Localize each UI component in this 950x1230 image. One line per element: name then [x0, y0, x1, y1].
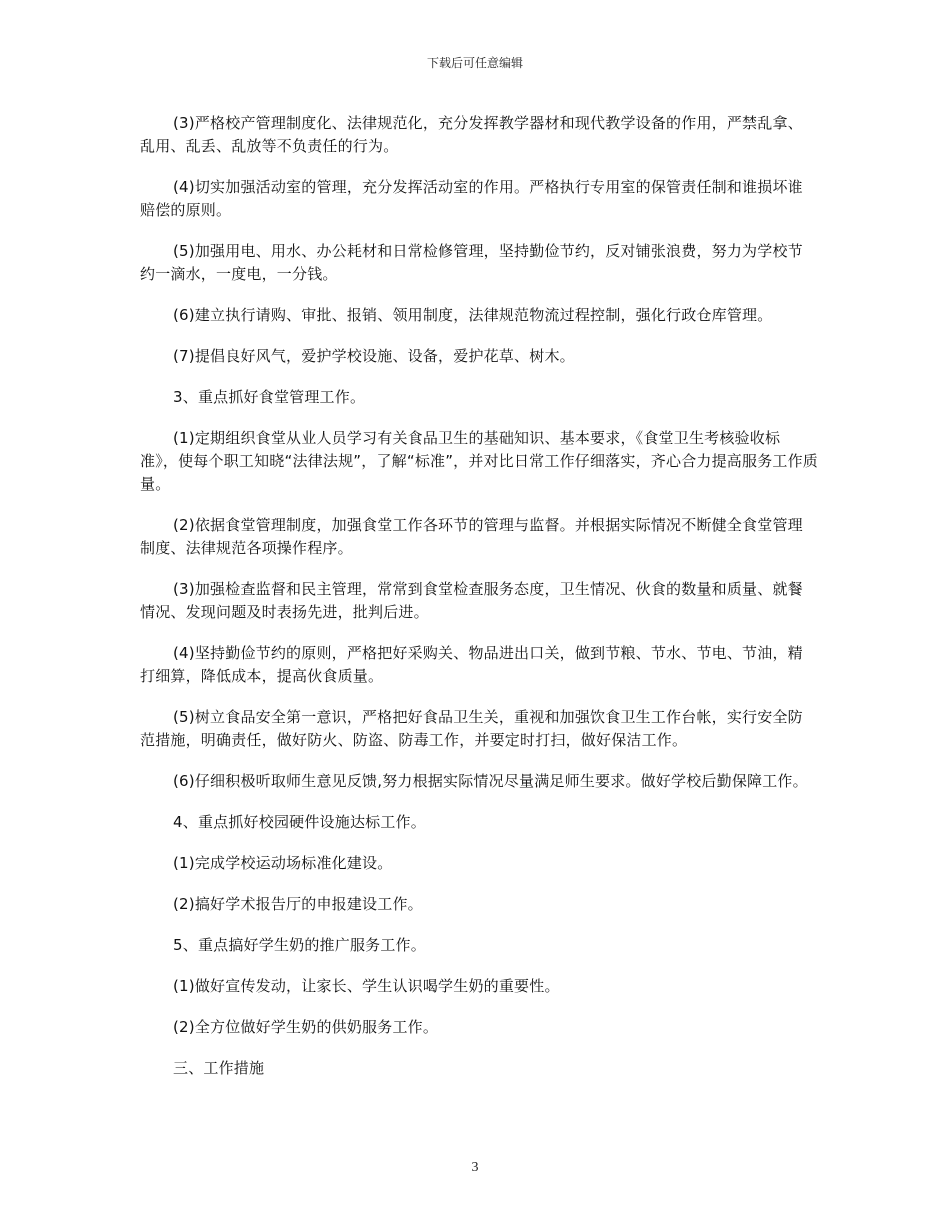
- paragraph: (6)仔细积极听取师生意见反馈,努力根据实际情况尽量满足师生要求。做好学校后勤保障工作。: [173, 772, 808, 790]
- paragraph: (2)依据食堂管理制度，加强食堂工作各环节的管理与监督。并根据实际情况不断健全食堂管理制度、法律规范各项操作程序。: [140, 516, 803, 557]
- page-number: 3: [471, 1160, 479, 1175]
- section-heading: 5、重点搞好学生奶的推广服务工作。: [173, 936, 426, 954]
- paragraph: (3)严格校产管理制度化、法律规范化，充分发挥教学器材和现代教学设备的作用，严禁乱拿、乱用、乱丢、乱放等不负责任的行为。: [140, 114, 803, 155]
- page-header: 下载后可任意编辑: [426, 56, 523, 70]
- paragraph: (5)加强用电、用水、办公耗材和日常检修管理，坚持勤俭节约，反对铺张浪费，努力为学校节约一滴水，一度电，一分钱。: [140, 242, 803, 283]
- paragraph: (4)切实加强活动室的管理，充分发挥活动室的作用。严格执行专用室的保管责任制和谁损坏谁赔偿的原则。: [140, 178, 803, 219]
- paragraph: (1)定期组织食堂从业人员学习有关食品卫生的基础知识、基本要求，《食堂卫生考核验收标准》，使每个职工知晓“法律法规”，了解“标准”，并对比日常工作仔细落实，齐心合力提高服务工作质量。: [140, 429, 818, 493]
- paragraph: (2)搞好学术报告厅的申报建设工作。: [173, 895, 423, 913]
- paragraph: (6)建立执行请购、审批、报销、领用制度，法律规范物流过程控制，强化行政仓库管理。: [173, 306, 773, 324]
- section-heading: 3、重点抓好食堂管理工作。: [173, 388, 366, 406]
- section-heading: 三、工作措施: [173, 1059, 265, 1077]
- document-body: [140, 112, 818, 1098]
- paragraph: (5)树立食品安全第一意识，严格把好食品卫生关，重视和加强饮食卫生工作台帐，实行安全防范措施，明确责任，做好防火、防盗、防毒工作，并要定时打扫，做好保洁工作。: [140, 708, 803, 749]
- paragraph: (2)全方位做好学生奶的供奶服务工作。: [173, 1018, 439, 1036]
- paragraph: (7)提倡良好风气，爱护学校设施、设备，爱护花草、树木。: [173, 347, 575, 365]
- section-heading: 4、重点抓好校园硬件设施达标工作。: [173, 813, 426, 831]
- paragraph: (3)加强检查监督和民主管理，常常到食堂检查服务态度，卫生情况、伙食的数量和质量、就餐情况、发现问题及时表扬先进，批判后进。: [140, 580, 803, 621]
- paragraph: (1)完成学校运动场标准化建设。: [173, 854, 393, 872]
- paragraph: (4)坚持勤俭节约的原则，严格把好采购关、物品进出口关，做到节粮、节水、节电、节油，精打细算，降低成本，提高伙食质量。: [140, 644, 803, 685]
- paragraph: (1)做好宣传发动，让家长、学生认识喝学生奶的重要性。: [173, 977, 560, 995]
